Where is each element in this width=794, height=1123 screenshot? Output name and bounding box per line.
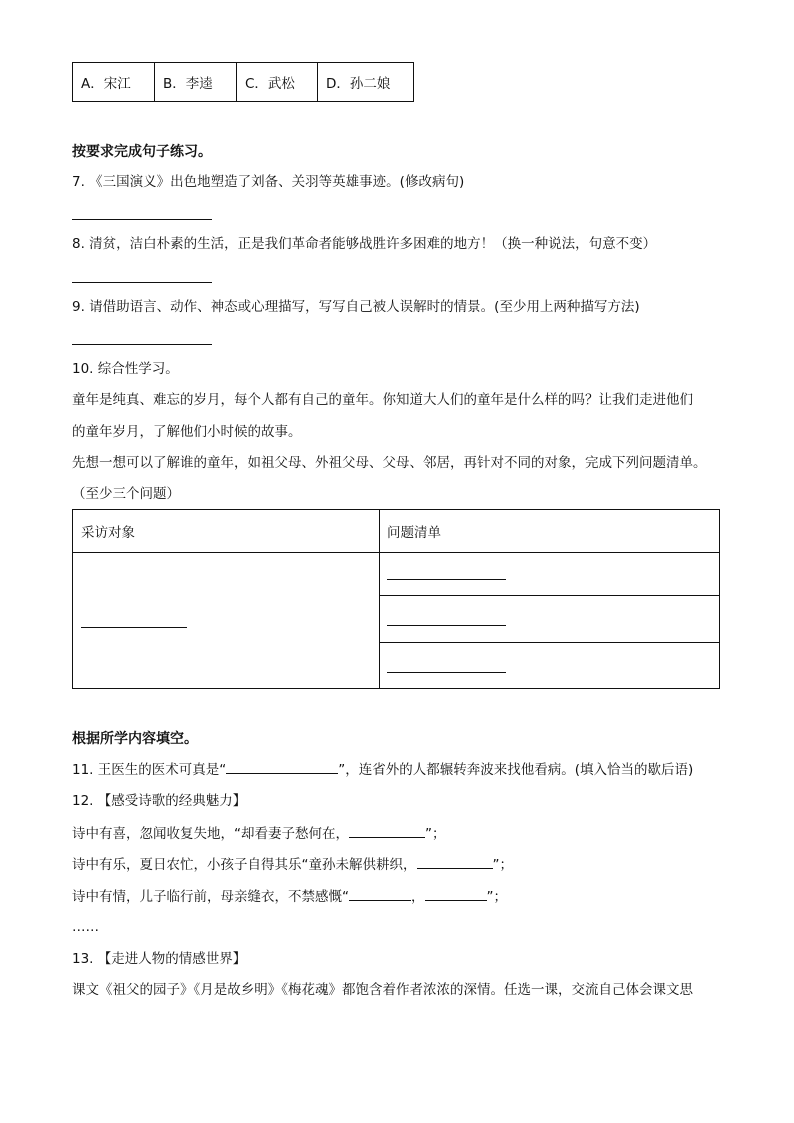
header-interviewee: 采访对象 [81, 525, 135, 541]
answer-line-8[interactable] [72, 282, 212, 283]
poem-line-1-prefix: 诗中有喜，忽闻收复失地，“却看妻子愁何在， [72, 826, 349, 842]
answer-line-7[interactable] [72, 219, 212, 220]
question-10-para3: 先想一想可以了解谁的童年，如祖父母、外祖父母、父母、邻居，再针对不同的对象，完成下列问题清单。 [72, 455, 707, 471]
section-heading-sentences: 按要求完成句子练习。 [72, 144, 212, 160]
question-8: 8. 清贫，洁白朴素的生活，正是我们革命者能够战胜许多困难的地方！（换一种说法，句意不变） [72, 236, 657, 252]
question-11-suffix: ”，连省外的人都辗转奔波来找他看病。(填入恰当的歇后语) [338, 762, 694, 778]
poem-line-1-suffix: ”； [425, 826, 446, 842]
poem-line-3-prefix: 诗中有情，儿子临行前，母亲缝衣，不禁感慨“ [72, 889, 349, 905]
table-header-divider [73, 552, 719, 553]
question-12-title: 12. 【感受诗歌的经典魅力】 [72, 793, 247, 809]
question-13-title: 13. 【走进人物的情感世界】 [72, 951, 247, 967]
question-10-para1: 童年是纯真、难忘的岁月，每个人都有自己的童年。你知道大人们的童年是什么样的吗？让我们走进他们 [72, 392, 693, 408]
question-7: 7. 《三国演义》出色地塑造了刘备、关羽等英雄事迹。(修改病句) [72, 174, 465, 190]
poem-line-3 [72, 886, 507, 907]
table-column-divider [379, 510, 380, 688]
question-13-text: 课文《祖父的园子》《月是故乡明》《梅花魂》都饱含着作者浓浓的深情。任选一课，交流自己体会课文思 [72, 982, 693, 998]
question-10-title: 10. 综合性学习。 [72, 361, 179, 377]
ellipsis: …… [72, 919, 99, 935]
section-heading-fill: 根据所学内容填空。 [72, 731, 198, 747]
question-11-prefix: 11. 王医生的医术可真是“ [72, 762, 227, 778]
blank-12-3[interactable] [349, 886, 411, 901]
poem-line-3-separator: ， [411, 889, 425, 905]
poem-line-2-prefix: 诗中有乐，夏日农忙，小孩子自得其乐“童孙未解供耕织， [72, 857, 417, 873]
blank-12-2[interactable] [417, 854, 493, 869]
option-b: B．李逵 [155, 63, 237, 102]
option-a: A．宋江 [73, 63, 155, 102]
interview-table [72, 509, 720, 689]
blank-11[interactable] [226, 759, 338, 774]
question-10-para4: （至少三个问题） [72, 486, 180, 502]
question-11 [72, 759, 693, 780]
blank-12-4[interactable] [425, 886, 487, 901]
interviewee-answer-line[interactable] [81, 627, 187, 628]
question-answer-line-2[interactable] [387, 625, 506, 626]
question-answer-line-3[interactable] [387, 672, 506, 673]
poem-line-1 [72, 823, 446, 844]
poem-line-3-suffix: ”； [486, 889, 507, 905]
question-answer-line-1[interactable] [387, 579, 506, 580]
question-10-para2: 的童年岁月，了解他们小时候的故事。 [72, 424, 302, 440]
poem-line-2-suffix: ”； [492, 857, 513, 873]
header-question-list: 问题清单 [387, 525, 441, 541]
blank-12-1[interactable] [349, 823, 425, 838]
table-row-divider-1 [379, 595, 719, 596]
answer-line-9[interactable] [72, 344, 212, 345]
option-d: D．孙二娘 [318, 63, 414, 102]
question-9: 9. 请借助语言、动作、神态或心理描写，写写自己被人误解时的情景。(至少用上两种描写方法) [72, 299, 640, 315]
option-c: C．武松 [237, 63, 318, 102]
table-row-divider-2 [379, 642, 719, 643]
options-table [72, 62, 414, 102]
poem-line-2 [72, 854, 513, 875]
